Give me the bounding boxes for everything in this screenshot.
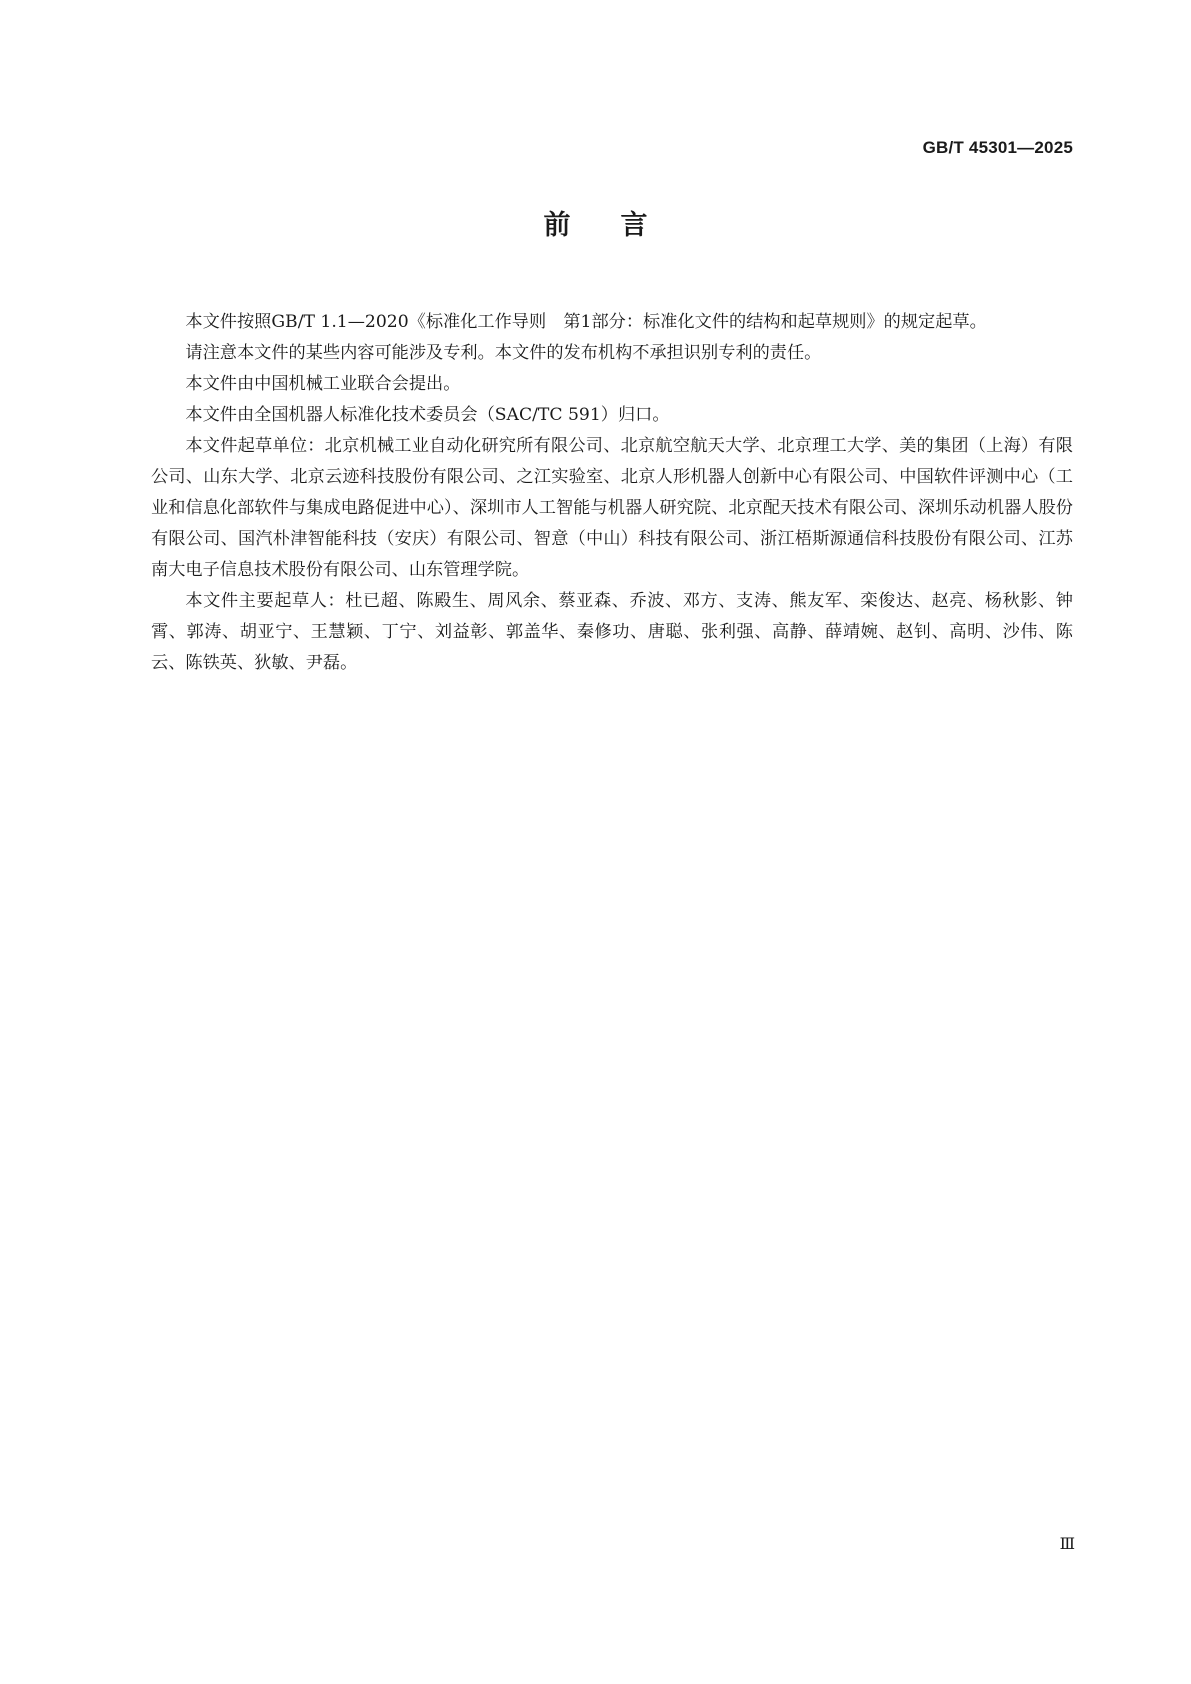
document-code: GB/T 45301—2025 [922, 138, 1073, 157]
page-title: 前言 [543, 210, 698, 241]
foreword-body [151, 307, 1073, 679]
paragraph-drafting-rules: 本文件按照GB/T 1.1—2020《标准化工作导则 第1部分：标准化文件的结构和起草规则》的规定起草。 [185, 312, 987, 332]
paragraph-drafters: 本文件主要起草人：杜已超、陈殿生、周风余、蔡亚森、乔波、邓方、支涛、熊友军、栾俊达、赵亮、杨秋影、钟霄、郭涛、胡亚宁、王慧颖、丁宁、刘益彰、郭盖华、秦修功、唐聪、张利强、高静、薛靖婉、赵钊、高明、沙伟、陈云、陈铁英、狄敏、尹磊。 [151, 591, 1073, 673]
paragraph-proposer: 本文件由中国机械工业联合会提出。 [185, 374, 461, 394]
page-number: Ⅲ [1059, 1534, 1075, 1553]
paragraph-committee: 本文件由全国机器人标准化技术委员会（SAC/TC 591）归口。 [185, 405, 670, 425]
paragraph-patent-notice: 请注意本文件的某些内容可能涉及专利。本文件的发布机构不承担识别专利的责任。 [185, 343, 822, 363]
paragraph-drafting-units: 本文件起草单位：北京机械工业自动化研究所有限公司、北京航空航天大学、北京理工大学、美的集团（上海）有限公司、山东大学、北京云迹科技股份有限公司、之江实验室、北京人形机器人创新中心有限公司、中国软件评测中心（工业和信息化部软件与集成电路促进中心）、深圳市人工智能与机器人研究院、北京配天技术有限公司、深圳乐动机器人股份有限公司、国汽朴津智能科技（安庆）有限公司、智意（中山）科技有限公司、浙江梧斯源通信科技股份有限公司、江苏南大电子信息技术股份有限公司、山东管理学院。 [151, 436, 1073, 580]
